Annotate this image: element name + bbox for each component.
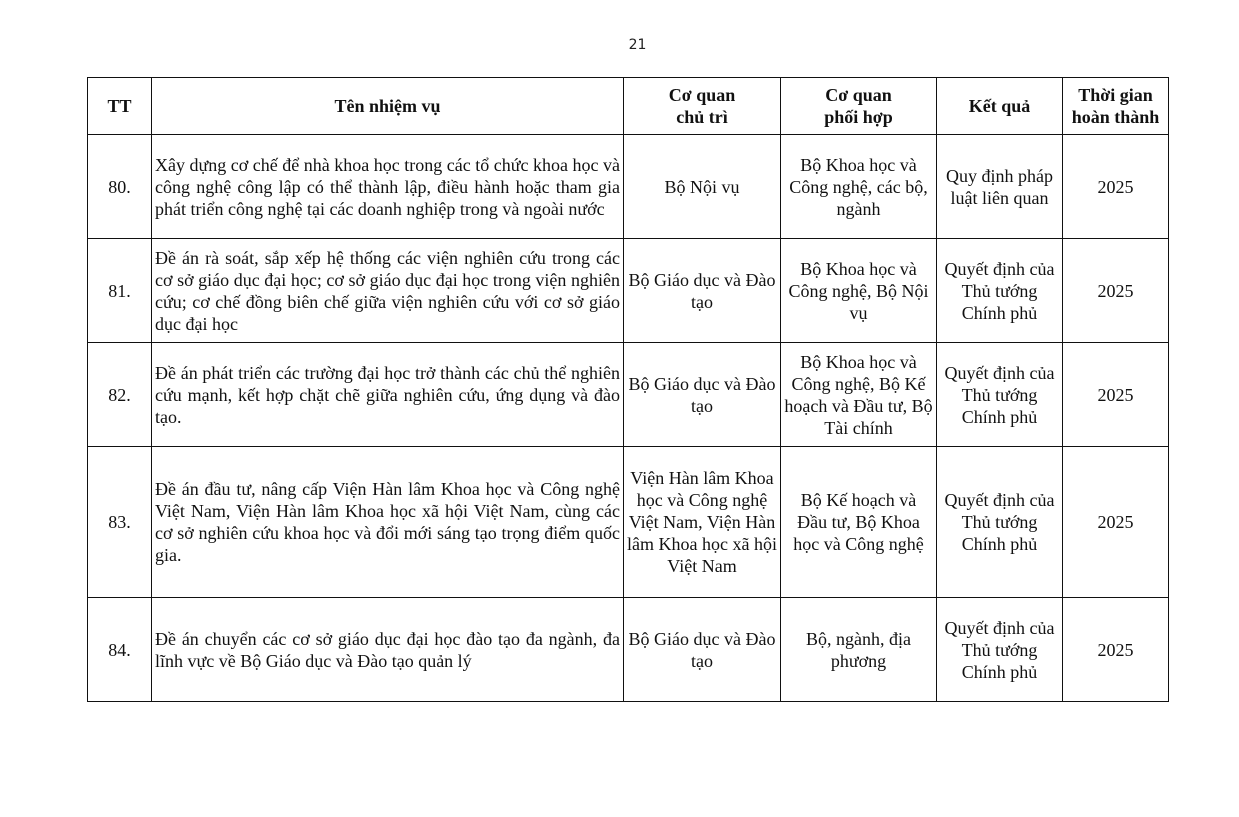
cell-coop-agency: Bộ Khoa học và Công nghệ, Bộ Kế hoạch và Đầu tư, Bộ Tài chính (781, 343, 937, 447)
header-coop-agency (781, 78, 937, 135)
cell-task-name: Đề án chuyển các cơ sở giáo dục đại học đào tạo đa ngành, đa lĩnh vực về Bộ Giáo dục và Đào tạo quản lý (152, 598, 624, 702)
header-task-name: Tên nhiệm vụ (152, 78, 624, 135)
header-lead-agency-line1: Cơ quan (668, 85, 736, 105)
table-row (88, 447, 1169, 598)
task-table (87, 77, 1169, 702)
cell-coop-agency: Bộ Khoa học và Công nghệ, Bộ Nội vụ (781, 239, 937, 343)
cell-time: 2025 (1063, 239, 1169, 343)
cell-time: 2025 (1063, 598, 1169, 702)
header-coop-agency-line1: Cơ quan (825, 85, 892, 105)
header-result: Kết quả (937, 78, 1063, 135)
cell-lead-agency: Bộ Giáo dục và Đào tạo (624, 343, 781, 447)
header-lead-agency-line2: chủ trì (676, 107, 728, 127)
cell-lead-agency: Bộ Giáo dục và Đào tạo (624, 239, 781, 343)
table-row (88, 343, 1169, 447)
cell-lead-agency: Viện Hàn lâm Khoa học và Công nghệ Việt Nam, Viện Hàn lâm Khoa học xã hội Việt Nam (624, 447, 781, 598)
cell-lead-agency: Bộ Nội vụ (624, 135, 781, 239)
table-row (88, 598, 1169, 702)
cell-tt: 84. (88, 598, 152, 702)
cell-result: Quyết định của Thủ tướng Chính phủ (937, 447, 1063, 598)
page-number: 21 (628, 37, 647, 53)
cell-coop-agency: Bộ Kế hoạch và Đầu tư, Bộ Khoa học và Công nghệ (781, 447, 937, 598)
header-lead-agency (624, 78, 781, 135)
cell-result: Quy định pháp luật liên quan (937, 135, 1063, 239)
cell-tt: 83. (88, 447, 152, 598)
cell-task-name: Đề án phát triển các trường đại học trở thành các chủ thể nghiên cứu mạnh, kết hợp chặt chẽ giữa nghiên cứu, ứng dụng và đào tạo. (152, 343, 624, 447)
cell-task-name: Xây dựng cơ chế để nhà khoa học trong các tổ chức khoa học và công nghệ công lập có thể thành lập, điều hành hoặc tham gia phát triển công nghệ tại các doanh nghiệp trong và ngoài nước (152, 135, 624, 239)
header-time (1063, 78, 1169, 135)
cell-task-name: Đề án đầu tư, nâng cấp Viện Hàn lâm Khoa học và Công nghệ Việt Nam, Viện Hàn lâm Khoa học xã hội Việt Nam, cùng các cơ sở nghiên cứu khoa học và đổi mới sáng tạo trọng điểm quốc gia. (152, 447, 624, 598)
table-row (88, 239, 1169, 343)
cell-lead-agency: Bộ Giáo dục và Đào tạo (624, 598, 781, 702)
header-coop-agency-line2: phối hợp (824, 107, 893, 127)
cell-task-name: Đề án rà soát, sắp xếp hệ thống các viện nghiên cứu trong các cơ sở giáo dục đại học; cơ sở giáo dục đại học trong viện nghiên cứu; cơ chế đồng biên chế giữa viện nghiên cứu với cơ sở giáo dục đại học (152, 239, 624, 343)
table-header-row (88, 78, 1169, 135)
cell-tt: 82. (88, 343, 152, 447)
cell-coop-agency: Bộ Khoa học và Công nghệ, các bộ, ngành (781, 135, 937, 239)
header-time-line2: hoàn thành (1071, 107, 1160, 127)
cell-tt: 80. (88, 135, 152, 239)
cell-time: 2025 (1063, 343, 1169, 447)
table-row (88, 135, 1169, 239)
cell-time: 2025 (1063, 447, 1169, 598)
cell-coop-agency: Bộ, ngành, địa phương (781, 598, 937, 702)
cell-tt: 81. (88, 239, 152, 343)
header-tt: TT (88, 78, 152, 135)
cell-result: Quyết định của Thủ tướng Chính phủ (937, 239, 1063, 343)
header-time-line1: Thời gian (1078, 85, 1153, 105)
cell-result: Quyết định của Thủ tướng Chính phủ (937, 598, 1063, 702)
cell-result: Quyết định của Thủ tướng Chính phủ (937, 343, 1063, 447)
cell-time: 2025 (1063, 135, 1169, 239)
